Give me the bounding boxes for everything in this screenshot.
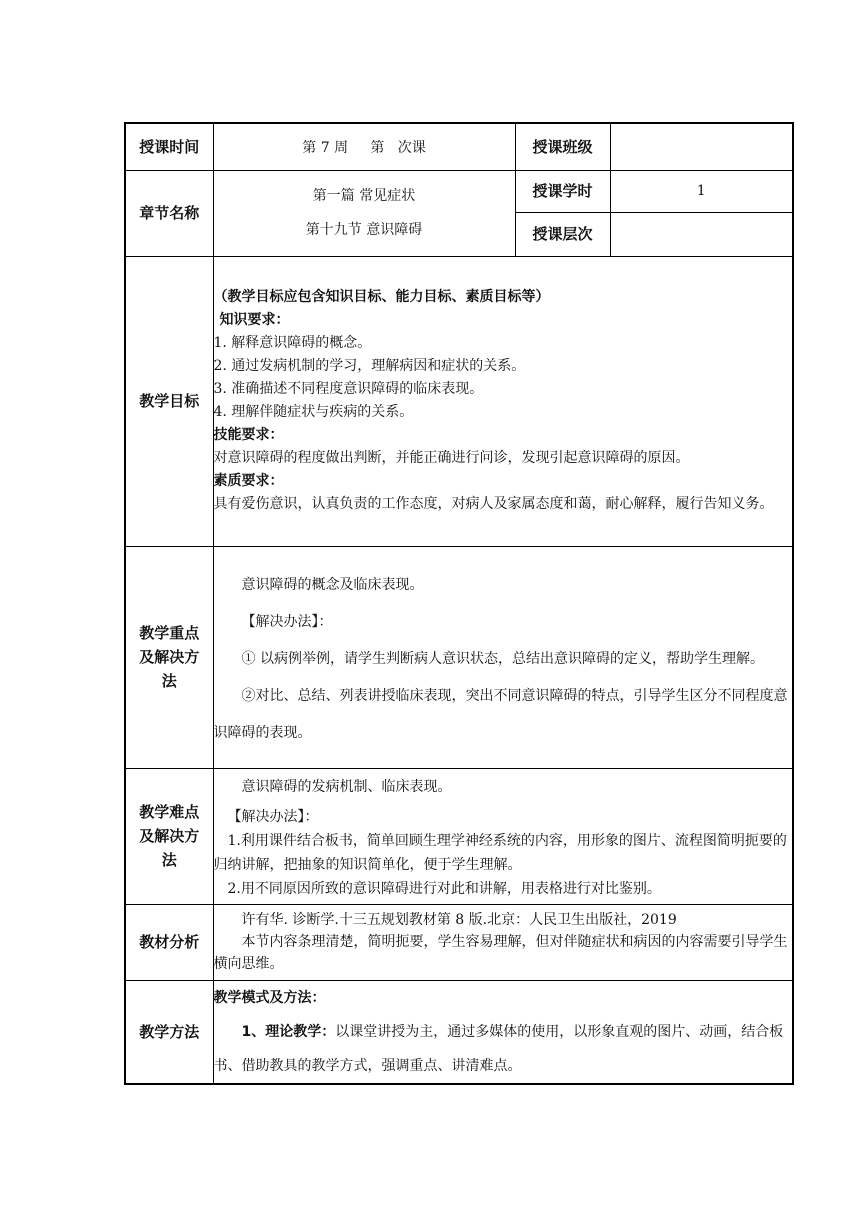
method-item-title: 1、理论教学： [241,1023,336,1040]
method-item-text: 以课堂讲授为主，通过多媒体的使用，以形象直观的图片、动画，结合板书、借助教具的教学方式，强调重点、讲清难点。 [213,1023,784,1074]
label-methods: 教学方法 [125,980,213,1084]
textbook-content [213,904,793,980]
chapter-section: 第十九节 意识障碍 [305,222,423,238]
label-hours: 授课学时 [515,170,610,212]
method-title: 【解决办法】： [227,809,319,825]
key-point-text: 意识障碍的概念及临床表现。 [241,576,424,593]
label-line: 法 [161,851,177,869]
row-methods [125,980,793,1084]
methods-content [213,980,793,1084]
value-hours: 1 [610,170,793,212]
knowledge-title: 知识要求： [219,312,290,328]
method-title: 【解决办法】： [241,613,333,630]
row-chapter [125,170,793,212]
knowledge-item: 3. 准确描述不同程度意识障碍的临床表现。 [213,381,484,397]
methods-title: 教学模式及方法： [213,989,326,1006]
value-chapter [213,170,515,256]
objectives-content [213,256,793,546]
method-item: ②对比、总结、列表讲授临床表现，突出不同意识障碍的特点，引导学生区分不同程度意识障碍的表现。 [213,687,788,741]
method-item: 1.利用课件结合板书，简单回顾生理学神经系统的内容，用形象的图片、流程图简明扼要的归纳讲解，把抽象的知识简单化，便于学生理解。 [213,833,787,873]
label-time: 授课时间 [125,123,213,170]
quality-title: 素质要求： [213,473,284,489]
label-level: 授课层次 [515,212,610,256]
label-line: 教学重点 [139,624,200,642]
objectives-note: （教学目标应包含知识目标、能力目标、素质目标等） [213,289,550,305]
label-objectives: 教学目标 [125,256,213,546]
row-time [125,123,793,170]
method-item: ① 以病例举例，请学生判断病人意识状态，总结出意识障碍的定义，帮助学生理解。 [241,650,764,667]
label-chapter: 章节名称 [125,170,213,256]
label-key-points [125,546,213,768]
value-week: 第 7 周 第 次课 [213,123,515,170]
difficulties-content [213,768,793,904]
method-item: 2.用不同原因所致的意识障碍进行对此和讲解，用表格进行对比鉴别。 [227,881,661,897]
skill-title: 技能要求： [213,427,284,443]
value-level [610,212,793,256]
row-difficulties [125,768,793,904]
row-textbook [125,904,793,980]
label-line: 教学难点 [139,803,200,821]
label-textbook: 教材分析 [125,904,213,980]
skill-text: 对意识障碍的程度做出判断，并能正确进行问诊，发现引起意识障碍的原因。 [213,450,690,466]
quality-text: 具有爱伤意识，认真负责的工作态度，对病人及家属态度和蔼，耐心解释，履行告知义务。 [213,496,774,512]
textbook-analysis: 本节内容条理清楚，简明扼要，学生容易理解，但对伴随症状和病因的内容需要引导学生横向思维。 [213,934,788,972]
label-line: 及解决方 [139,648,200,666]
knowledge-item: 2. 通过发病机制的学习，理解病因和症状的关系。 [213,358,526,374]
row-key-points [125,546,793,768]
row-objectives [125,256,793,546]
chapter-part: 第一篇 常见症状 [312,188,416,204]
key-points-content [213,546,793,768]
lesson-plan-table [124,122,794,1085]
knowledge-item: 1. 解释意识障碍的概念。 [213,335,372,351]
knowledge-item: 4. 理解伴随症状与疾病的关系。 [213,404,414,420]
value-class [610,123,793,170]
label-class: 授课班级 [515,123,610,170]
label-line: 法 [161,672,177,690]
label-difficulties [125,768,213,904]
label-line: 及解决方 [139,827,200,845]
difficulty-text: 意识障碍的发病机制、临床表现。 [241,779,452,795]
textbook-ref: 许有华. 诊断学.十三五规划教材第 8 版.北京：人民卫生出版社，2019 [241,912,677,928]
